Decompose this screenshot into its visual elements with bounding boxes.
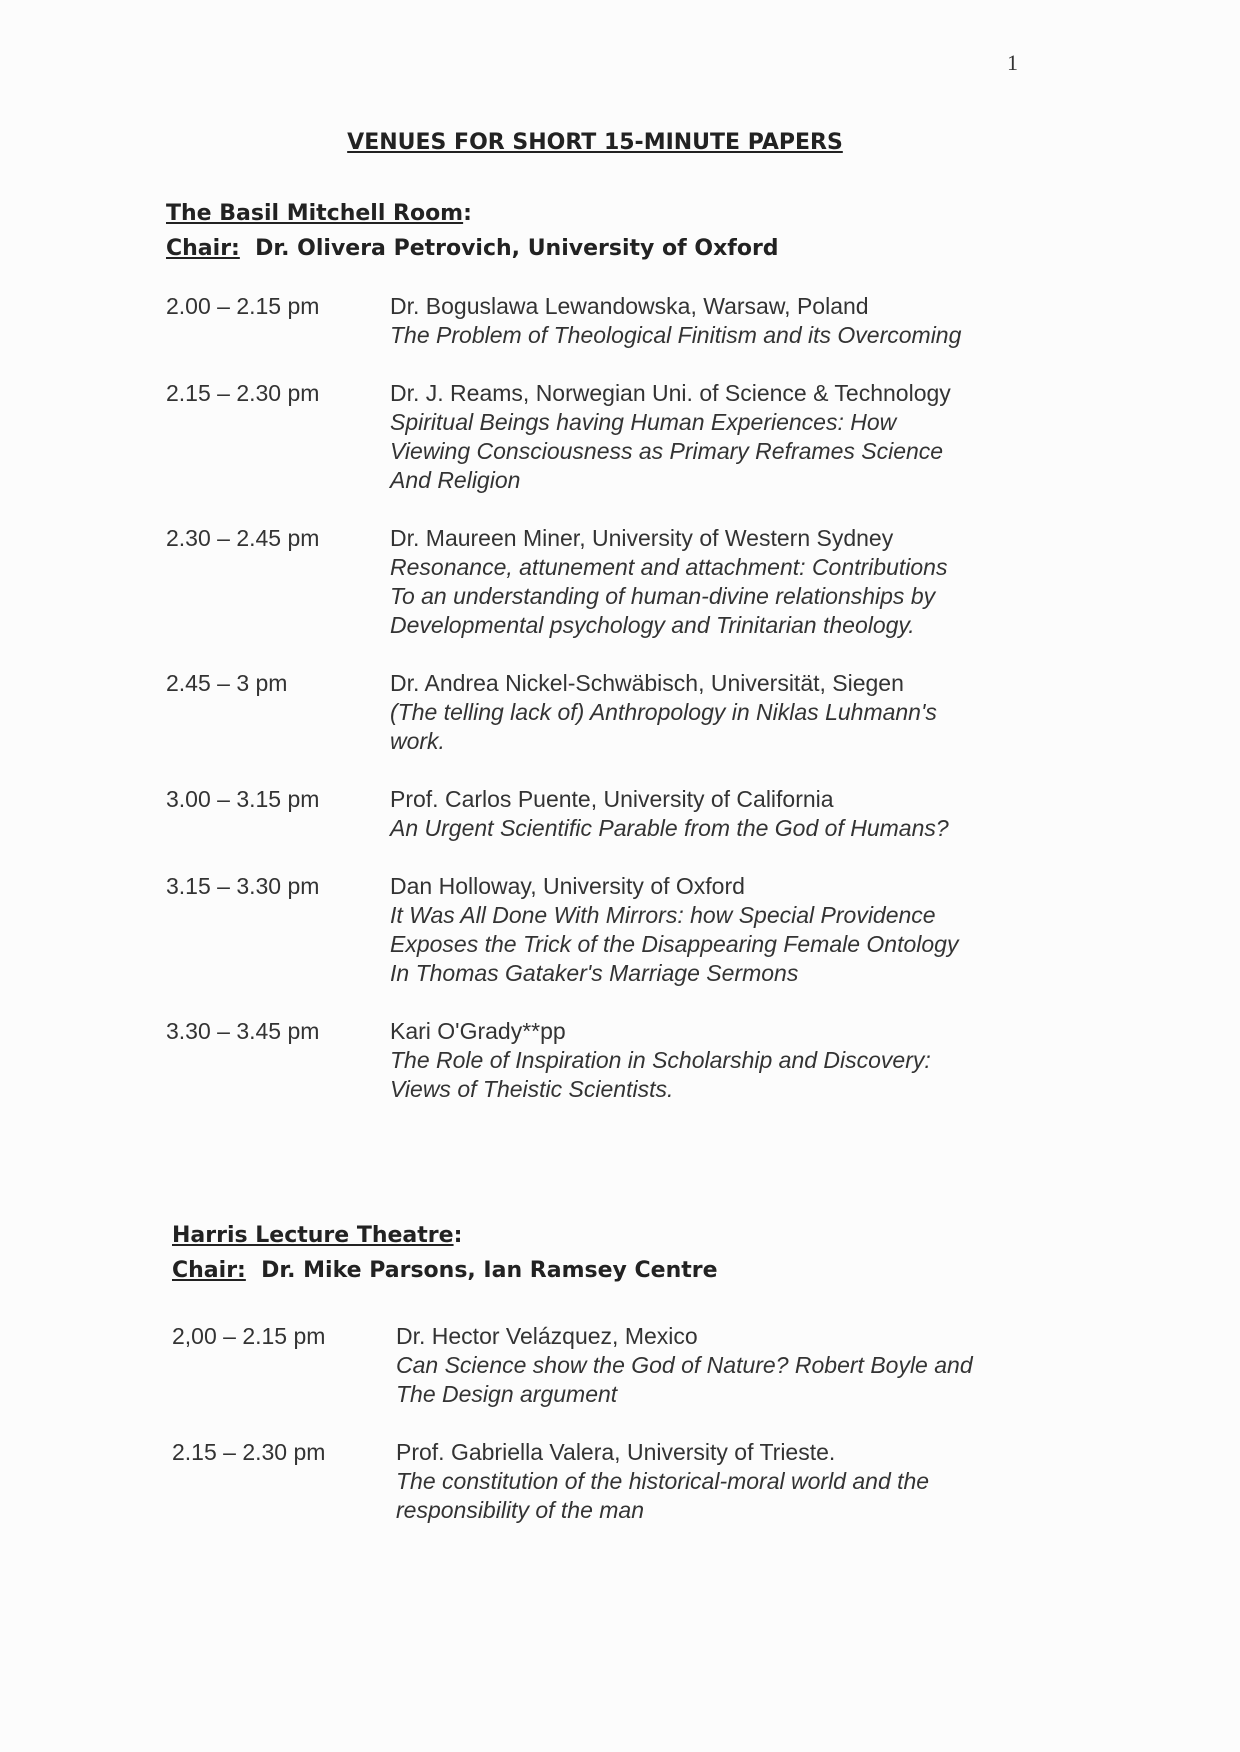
venue-name: The Basil Mitchell Room (166, 201, 464, 226)
venue-colon: : (463, 201, 472, 226)
entry-speaker: Dr. Andrea Nickel-Schwäbisch, Universität, Siegen (390, 670, 904, 696)
schedule-list-harris-lecture-theatre (172, 1322, 1072, 1525)
venue-name-line (166, 196, 779, 231)
venue-header-harris-lecture-theatre (172, 1218, 718, 1288)
schedule-entry (166, 1017, 1066, 1104)
entry-time: 3.30 – 3.45 pm (166, 1018, 320, 1044)
schedule-entry (166, 524, 1066, 640)
page-number: 1 (1007, 50, 1018, 75)
entry-details (390, 524, 1066, 640)
entry-speaker: Kari O'Grady**pp (390, 1018, 566, 1044)
entry-time: 3.00 – 3.15 pm (166, 786, 320, 812)
entry-details (390, 1017, 1066, 1104)
entry-speaker: Dan Holloway, University of Oxford (390, 873, 745, 899)
entry-details (390, 669, 1066, 756)
venue-name-line (172, 1218, 718, 1253)
schedule-entry (166, 785, 1066, 843)
schedule-entry (166, 669, 1066, 756)
entry-speaker: Dr. Maureen Miner, University of Western Sydney (390, 525, 894, 551)
entry-details (390, 872, 1066, 988)
entry-time: 2.15 – 2.30 pm (166, 380, 320, 406)
entry-details (390, 292, 1066, 350)
entry-time: 3.15 – 3.30 pm (166, 873, 320, 899)
entry-speaker: Prof. Carlos Puente, University of California (390, 786, 834, 812)
entry-time: 2.00 – 2.15 pm (166, 293, 320, 319)
page-title: VENUES FOR SHORT 15-MINUTE PAPERS (347, 130, 843, 155)
schedule-list-basil-mitchell (166, 292, 1066, 1104)
entry-paper-title: The Problem of Theological Finitism and its Overcoming (390, 322, 962, 348)
entry-paper-title: Can Science show the God of Nature? Robert Boyle and The Design argument (396, 1352, 973, 1407)
entry-paper-title: It Was All Done With Mirrors: how Special Providence Exposes the Trick of the Disappearing Female Ontology In Thomas Gataker's Marriage Sermons (390, 902, 959, 986)
schedule-entry (166, 872, 1066, 988)
entry-details (390, 379, 1066, 495)
entry-speaker: Dr. Boguslawa Lewandowska, Warsaw, Poland (390, 293, 869, 319)
chair-line (166, 231, 779, 266)
entry-time: 2.30 – 2.45 pm (166, 525, 320, 551)
entry-details (396, 1322, 1072, 1409)
chair-name: Dr. Mike Parsons, Ian Ramsey Centre (261, 1258, 718, 1283)
entry-details (390, 785, 1066, 843)
entry-details (396, 1438, 1072, 1525)
venue-header-basil-mitchell (166, 196, 779, 266)
entry-paper-title: An Urgent Scientific Parable from the God of Humans? (390, 815, 949, 841)
entry-speaker: Prof. Gabriella Valera, University of Trieste. (396, 1439, 836, 1465)
schedule-entry (166, 379, 1066, 495)
entry-speaker: Dr. J. Reams, Norwegian Uni. of Science & Technology (390, 380, 951, 406)
entry-speaker: Dr. Hector Velázquez, Mexico (396, 1323, 698, 1349)
chair-label: Chair: (166, 236, 240, 261)
chair-line (172, 1253, 718, 1288)
schedule-entry (172, 1438, 1072, 1525)
chair-name: Dr. Olivera Petrovich, University of Oxford (255, 236, 779, 261)
venue-colon: : (453, 1223, 463, 1248)
entry-time: 2.15 – 2.30 pm (172, 1439, 326, 1465)
entry-paper-title: Spiritual Beings having Human Experiences: How Viewing Consciousness as Primary Reframes Science And Religion (390, 409, 944, 493)
entry-time: 2.45 – 3 pm (166, 670, 288, 696)
entry-paper-title: The Role of Inspiration in Scholarship and Discovery: Views of Theistic Scientists. (390, 1047, 931, 1102)
entry-paper-title: The constitution of the historical-moral world and the responsibility of the man (396, 1468, 930, 1523)
schedule-entry (166, 292, 1066, 350)
venue-name: Harris Lecture Theatre (172, 1223, 454, 1248)
schedule-entry (172, 1322, 1072, 1409)
entry-time: 2,00 – 2.15 pm (172, 1323, 326, 1349)
entry-paper-title: (The telling lack of) Anthropology in Niklas Luhmann's work. (390, 699, 937, 754)
chair-label: Chair: (172, 1258, 246, 1283)
entry-paper-title: Resonance, attunement and attachment: Contributions To an understanding of human-divine relationships by Developmental psychology and Trinitarian theology. (390, 554, 948, 638)
